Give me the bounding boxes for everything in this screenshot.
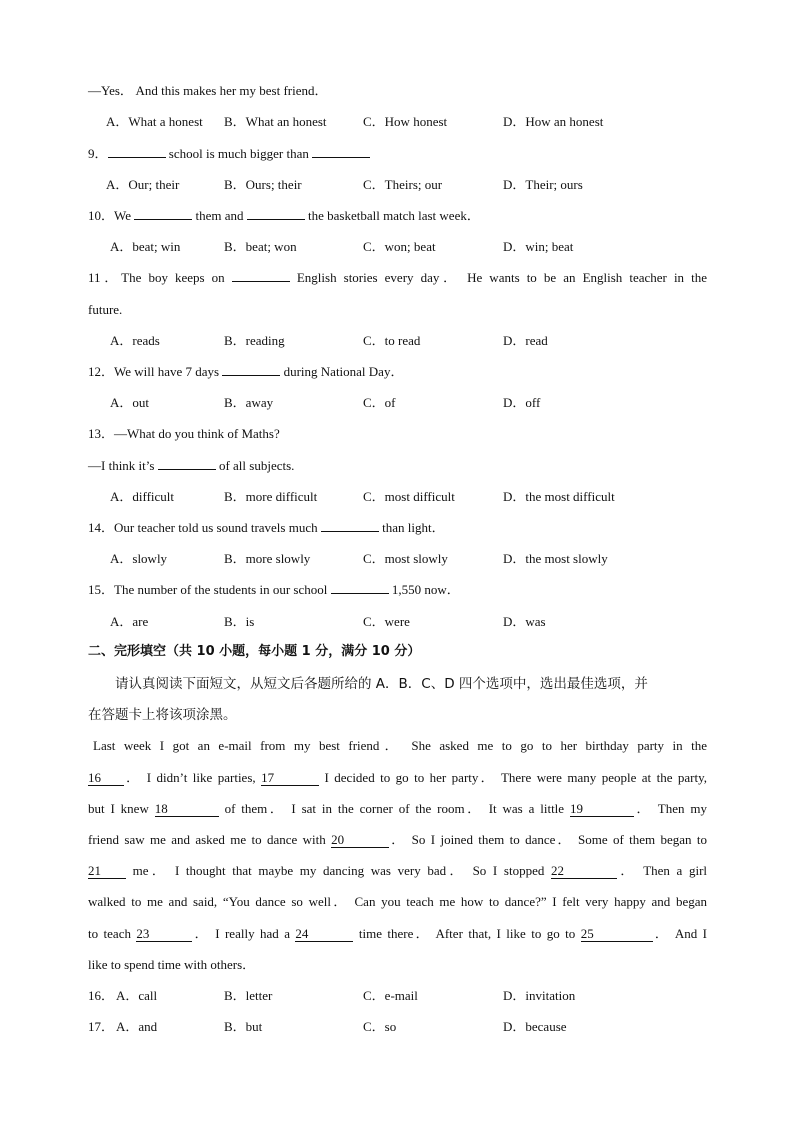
passage-line-8: like to spend time with others．	[88, 957, 256, 972]
option-a[interactable]: A．beat; win	[110, 239, 181, 254]
option-c[interactable]: C．most slowly	[363, 551, 448, 566]
q13-question: 13．—What do you think of Maths?	[88, 426, 280, 441]
question-number: 16．	[88, 988, 115, 1003]
section-heading: 二、完形填空（共 10 小题，每小题 1 分，满分 10 分）	[88, 644, 421, 659]
option-b[interactable]: B．Ours; their	[224, 177, 302, 192]
option-a[interactable]: A．difficult	[110, 489, 175, 504]
answer-blank[interactable]	[108, 145, 166, 158]
q10-stem: 10．We them and the basketball match last week．	[88, 208, 480, 223]
passage-blank-17[interactable]: 17	[261, 771, 319, 786]
section-instruction-cont: 在答题卡上将该项涂黑。	[88, 707, 237, 723]
q11-stem-cont: future.	[88, 302, 123, 317]
option-c[interactable]: C．were	[363, 614, 410, 629]
q16-options	[0, 987, 794, 1005]
passage-blank-18[interactable]: 18	[155, 802, 219, 817]
answer-blank[interactable]	[222, 363, 280, 376]
answer-blank[interactable]	[312, 145, 370, 158]
q13-options	[0, 488, 794, 506]
option-b[interactable]: B．What an honest	[224, 114, 327, 129]
option-b[interactable]: B．more difficult	[224, 489, 318, 504]
q14-stem: 14．Our teacher told us sound travels much than light．	[88, 520, 445, 535]
option-c[interactable]: C．e-mail	[363, 988, 418, 1003]
option-b[interactable]: B．more slowly	[224, 551, 311, 566]
q11-options	[0, 332, 794, 350]
option-b[interactable]: B．reading	[224, 333, 285, 348]
q14-options	[0, 550, 794, 568]
passage-blank-20[interactable]: 20	[331, 833, 389, 848]
q12-options	[0, 394, 794, 412]
section-instruction: 请认真阅读下面短文，从短文后各题所给的 A．B．C、D 四个选项中，选出最佳选项，并	[115, 676, 648, 692]
answer-blank[interactable]	[134, 207, 192, 220]
option-a[interactable]: A．What a honest	[106, 114, 203, 129]
passage-line-3: but I knew 18 of them． I sat in the corner of the room． It was a little 19 ． Then my	[88, 801, 708, 816]
option-a[interactable]: A．reads	[110, 333, 160, 348]
option-a[interactable]: A．out	[110, 395, 150, 410]
passage-blank-25[interactable]: 25	[581, 927, 653, 942]
option-d[interactable]: D．win; beat	[503, 239, 574, 254]
option-c[interactable]: C．won; beat	[363, 239, 436, 254]
option-c[interactable]: C．Theirs; our	[363, 177, 443, 192]
option-d[interactable]: D．the most slowly	[503, 551, 608, 566]
option-a[interactable]: A．and	[116, 1019, 158, 1034]
passage-blank-21[interactable]: 21	[88, 864, 126, 879]
q13-answer: —I think it’s of all subjects.	[88, 458, 295, 473]
question-number: 17．	[88, 1019, 115, 1034]
passage-line-6: walked to me and said, “You dance so well． Can you teach me how to dance?” I felt very happy and began	[88, 894, 707, 909]
option-d[interactable]: D．off	[503, 395, 541, 410]
option-a[interactable]: A．slowly	[110, 551, 168, 566]
q9-stem: 9． school is much bigger than	[88, 145, 370, 163]
option-d[interactable]: D．the most difficult	[503, 489, 615, 504]
passage-line-2: 16 ． I didn’t like parties, 17 I decided to go to her party． There were many people at the party,	[88, 770, 708, 785]
answer-blank[interactable]	[232, 269, 290, 282]
option-d[interactable]: D．read	[503, 333, 548, 348]
option-d[interactable]: D．How an honest	[503, 114, 604, 129]
option-b[interactable]: B．letter	[224, 988, 273, 1003]
q17-options	[0, 1018, 794, 1036]
passage-blank-24[interactable]: 24	[295, 927, 353, 942]
answer-blank[interactable]	[321, 519, 379, 532]
option-c[interactable]: C．most difficult	[363, 489, 455, 504]
option-a[interactable]: A．call	[116, 988, 158, 1003]
option-c[interactable]: C．so	[363, 1019, 397, 1034]
q9-options	[0, 176, 794, 194]
option-b[interactable]: B．is	[224, 614, 255, 629]
q10-options	[0, 238, 794, 256]
option-c[interactable]: C．How honest	[363, 114, 448, 129]
q11-stem: 11．The boy keeps on English stories every day． He wants to be an English teacher in the	[88, 270, 708, 285]
option-d[interactable]: D．Their; ours	[503, 177, 583, 192]
q15-options	[0, 613, 794, 631]
passage-line-1: Last week I got an e-mail from my best friend． She asked me to go to her birthday party in the	[93, 738, 707, 753]
q8-options	[0, 113, 794, 131]
option-b[interactable]: B．beat; won	[224, 239, 297, 254]
option-c[interactable]: C．to read	[363, 333, 421, 348]
answer-blank[interactable]	[158, 457, 216, 470]
passage-blank-23[interactable]: 23	[136, 927, 192, 942]
option-d[interactable]: D．was	[503, 614, 546, 629]
answer-blank[interactable]	[247, 207, 305, 220]
q15-stem: 15．The number of the students in our school 1,550 now．	[88, 582, 460, 597]
passage-line-7: to teach 23 ． I really had a 24 time there． After that, I like to go to 25 ． And I	[88, 926, 707, 941]
option-b[interactable]: B．but	[224, 1019, 263, 1034]
q8-response: —Yes． And this makes her my best friend．	[88, 83, 328, 98]
option-d[interactable]: D．because	[503, 1019, 567, 1034]
option-c[interactable]: C．of	[363, 395, 396, 410]
passage-blank-22[interactable]: 22	[551, 864, 617, 879]
option-d[interactable]: D．invitation	[503, 988, 576, 1003]
option-a[interactable]: A．are	[110, 614, 149, 629]
answer-blank[interactable]	[331, 581, 389, 594]
option-a[interactable]: A．Our; their	[106, 177, 180, 192]
q12-stem: 12．We will have 7 days during National Day．	[88, 364, 404, 379]
passage-line-5: 21 me． I thought that maybe my dancing was very bad． So I stopped 22 ． Then a girl	[88, 863, 708, 878]
passage-blank-16[interactable]: 16	[88, 771, 124, 786]
passage-line-4: friend saw me and asked me to dance with 20 ． So I joined them to dance． Some of them began to	[88, 832, 707, 847]
passage-blank-19[interactable]: 19	[570, 802, 634, 817]
option-b[interactable]: B．away	[224, 395, 274, 410]
